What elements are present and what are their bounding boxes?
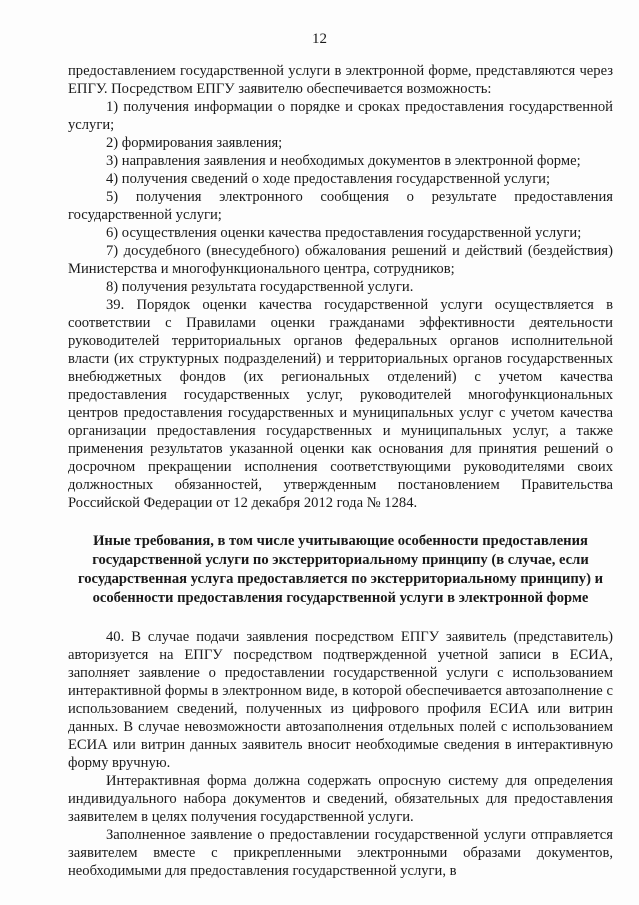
list-item: 3) направления заявления и необходимых документов в электронной форме; [106, 153, 581, 169]
list-item: 1) получения информации о порядке и сроках предоставления государственной услуги; [68, 99, 613, 133]
list-item: 5) получения электронного сообщения о результате предоставления государственной услуги; [68, 189, 613, 223]
paragraph: 40. В случае подачи заявления посредством ЕПГУ заявитель (представитель) авторизуется на ЕПГУ посредством подтвержденной учетной записи в ЕСИА, заполняет заявление о предоставлении государственной услуги с использованием интерактивной формы в электронном виде, в которой обеспечивается автозаполнение с использованием сведений, полученных из цифрового профиля ЕСИА или витрин данных. В случае невозможности автозаполнения отдельных полей с использованием ЕСИА или витрин данных заявитель вносит необходимые сведения в интерактивную форму вручную. [68, 629, 613, 771]
list-item: 7) досудебного (внесудебного) обжалования решений и действий (бездействия) Министерства и многофункционального центра, сотрудников; [68, 243, 613, 277]
section-heading: Иные требования, в том числе учитывающие особенности предоставления государственной услуги по экстерриториальному принципу (в случае, если государственная услуга предоставляется по экстерриториальному принципу) и особенности предоставления государственной услуги в электронной форме [78, 533, 603, 606]
paragraph: 39. Порядок оценки качества государственной услуги осуществляется в соответствии с Правилами оценки гражданами эффективности деятельности руководителей территориальных органов федеральных органов исполнительной власти (их структурных подразделений) и территориальных органов государственных внебюджетных фондов (их региональных отделений) с учетом качества предоставления государственных услуг, руководителей многофункциональных центров предоставления государственных и муниципальных услуг с учетом качества организации предоставления государственных и муниципальных услуг, а также применения результатов указанной оценки как основания для принятия решений о досрочном прекращении исполнения соответствующими руководителями своих должностных обязанностей, утвержденным постановлением Правительства Российской Федерации от 12 декабря 2012 года № 1284. [68, 297, 613, 511]
page-number: 12 [312, 31, 327, 47]
document-body [68, 62, 613, 880]
paragraph: предоставлением государственной услуги в электронной форме, представляются через ЕПГУ. Посредством ЕПГУ заявителю обеспечивается возможность: [68, 63, 613, 97]
list-item: 8) получения результата государственной услуги. [106, 279, 414, 295]
paragraph: Заполненное заявление о предоставлении государственной услуги отправляется заявителем вместе с прикрепленными электронными образами документов, необходимыми для предоставления государственной услуги, в [68, 827, 613, 879]
list-item: 6) осуществления оценки качества предоставления государственной услуги; [106, 225, 582, 241]
paragraph: Интерактивная форма должна содержать опросную систему для определения индивидуального набора документов и сведений, обязательных для предоставления заявителем в целях получения государственной услуги. [68, 773, 613, 825]
list-item: 2) формирования заявления; [106, 135, 283, 151]
list-item: 4) получения сведений о ходе предоставления государственной услуги; [106, 171, 551, 187]
